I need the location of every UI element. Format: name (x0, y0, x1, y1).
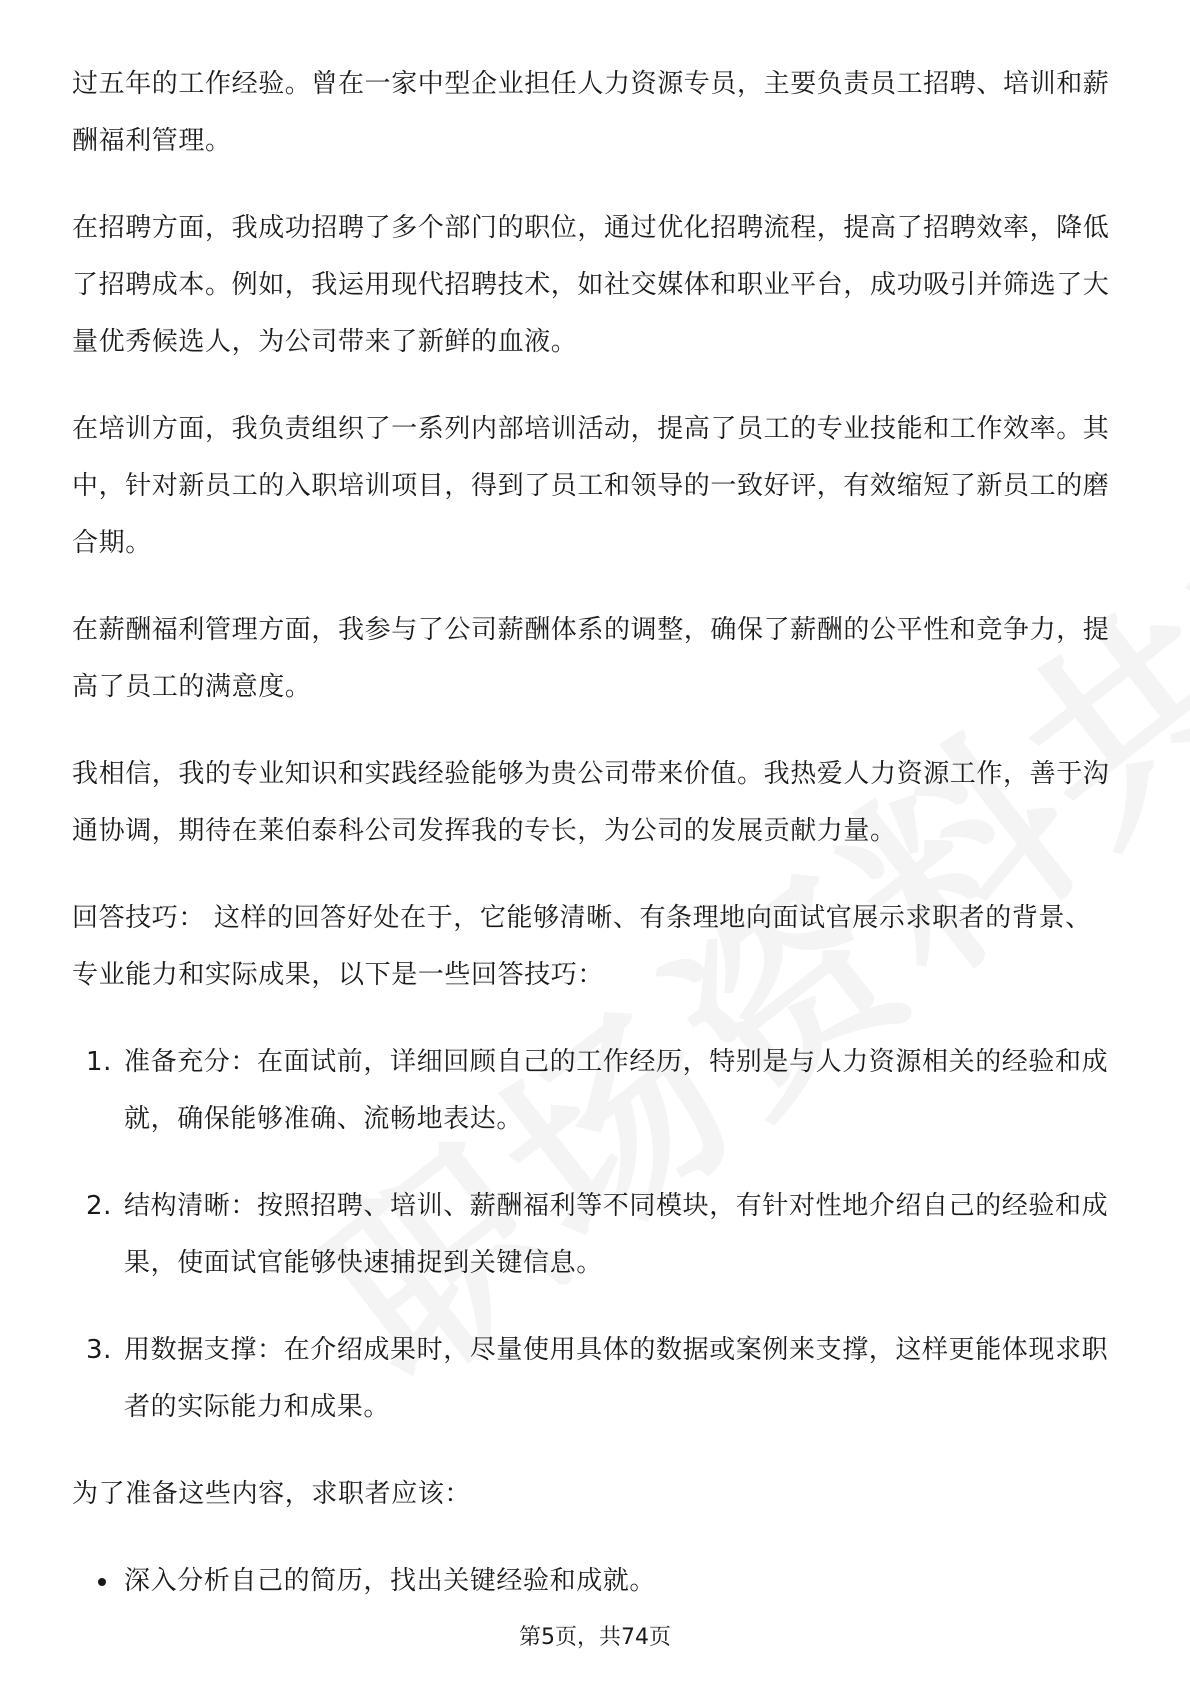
list-item (72, 1034, 1118, 1148)
list-number: 3. (86, 1335, 113, 1365)
list-item-text: 准备充分：在面试前，详细回顾自己的工作经历，特别是与人力资源相关的经验和成就，确保能够准确、流畅地表达。 (124, 1047, 1109, 1134)
paragraph-experience: 过五年的工作经验。曾在一家中型企业担任人力资源专员，主要负责员工招聘、培训和薪酬福利管理。 (72, 69, 1110, 156)
list-item-text: 结构清晰：按照招聘、培训、薪酬福利等不同模块，有针对性地介绍自己的经验和成果，使面试官能够快速捕捉到关键信息。 (124, 1191, 1109, 1278)
paragraph-prep-intro: 为了准备这些内容，求职者应该： (72, 1479, 472, 1509)
list-item-text: 深入分析自己的简历，找出关键经验和成就。 (124, 1566, 657, 1596)
paragraph-compensation: 在薪酬福利管理方面，我参与了公司薪酬体系的调整，确保了薪酬的公平性和竞争力，提高了员工的满意度。 (72, 615, 1110, 702)
list-item (72, 1322, 1118, 1436)
list-number: 2. (86, 1191, 113, 1221)
paragraph-training: 在培训方面，我负责组织了一系列内部培训活动，提高了员工的专业技能和工作效率。其中，针对新员工的入职培训项目，得到了员工和领导的一致好评，有效缩短了新员工的磨合期。 (72, 414, 1110, 558)
prep-list (72, 1553, 1118, 1610)
list-item-text: 用数据支撑：在介绍成果时，尽量使用具体的数据或案例来支撑，这样更能体现求职者的实际能力和成果。 (124, 1335, 1109, 1422)
paragraph-recruitment: 在招聘方面，我成功招聘了多个部门的职位，通过优化招聘流程，提高了招聘效率，降低了招聘成本。例如，我运用现代招聘技术，如社交媒体和职业平台，成功吸引并筛选了大量优秀候选人，为公司带来了新鲜的血液。 (72, 213, 1110, 357)
page-number: 第5页，共74页 (519, 1625, 671, 1650)
paragraph-conclusion: 我相信，我的专业知识和实践经验能够为贵公司带来价值。我热爱人力资源工作，善于沟通协调，期待在莱伯泰科公司发挥我的专长，为公司的发展贡献力量。 (72, 759, 1110, 846)
document-body (72, 56, 1118, 1610)
list-number: 1. (86, 1047, 113, 1077)
list-item (72, 1553, 1118, 1610)
tips-list (72, 1034, 1118, 1436)
paragraph-answer-tips: 回答技巧： 这样的回答好处在于，它能够清晰、有条理地向面试官展示求职者的背景、专业能力和实际成果，以下是一些回答技巧： (72, 903, 1092, 990)
bullet-icon (98, 1578, 106, 1586)
list-item (72, 1178, 1118, 1292)
